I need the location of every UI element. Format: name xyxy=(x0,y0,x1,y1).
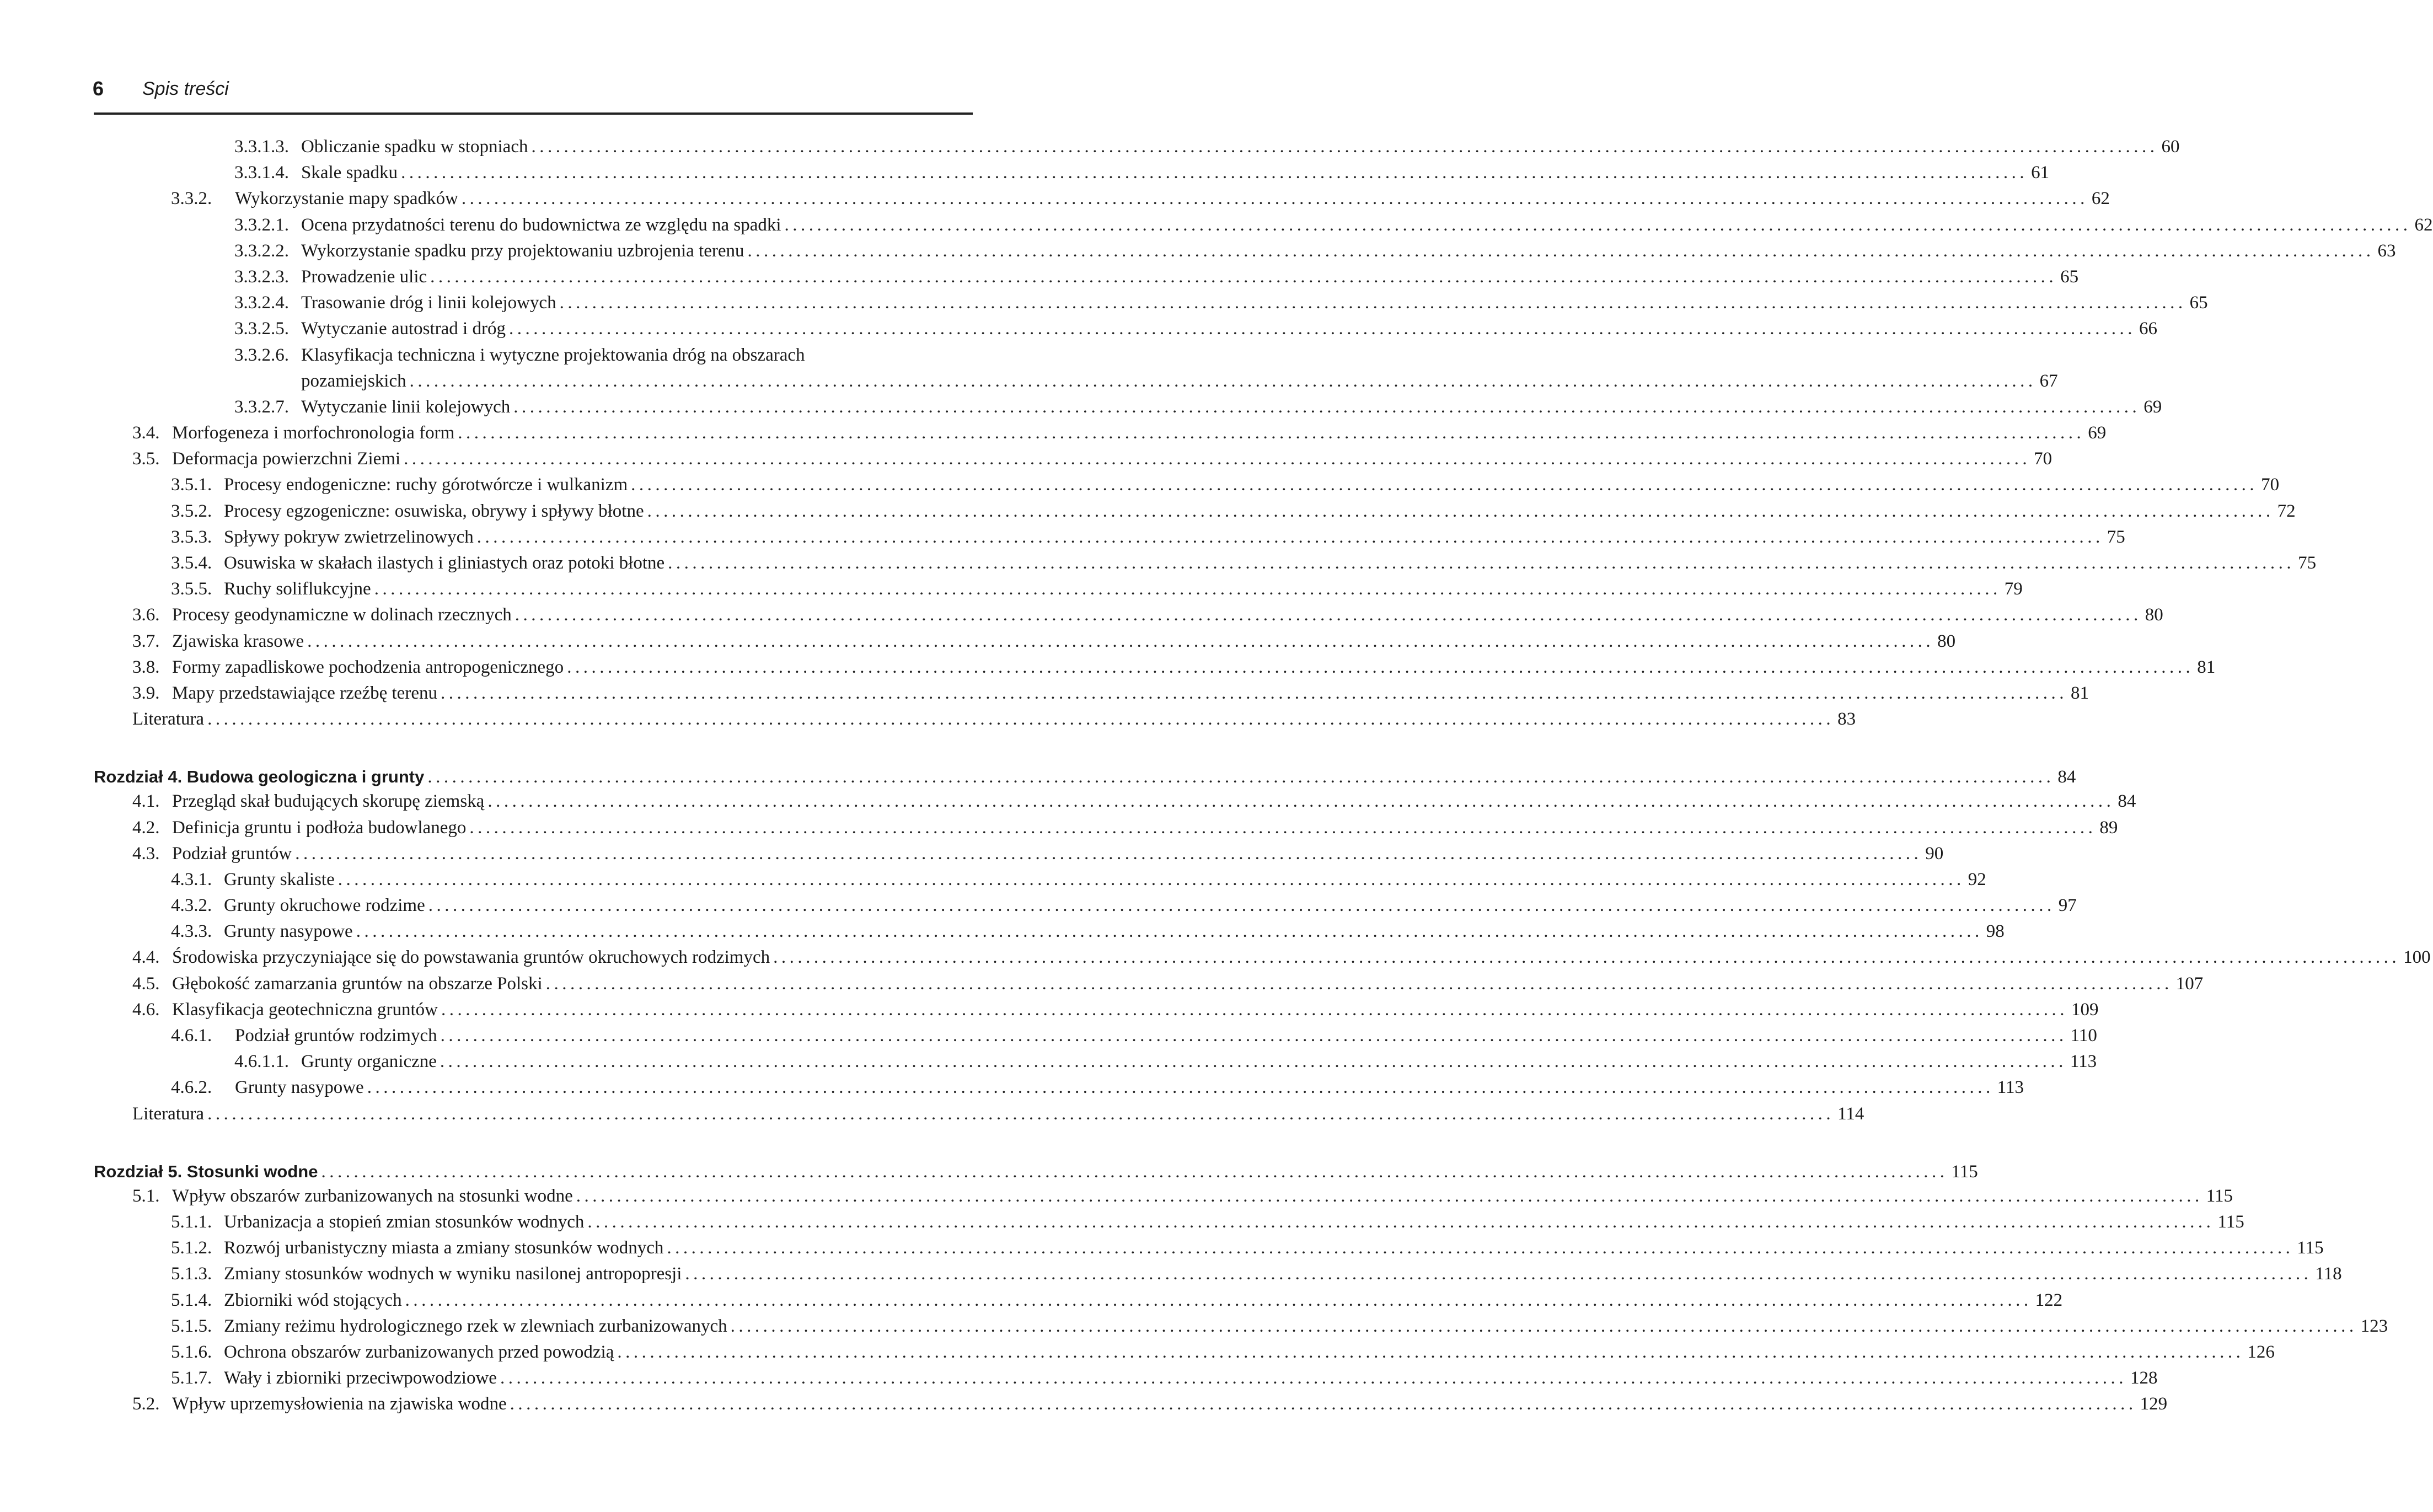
entry-number: 5.1.2. xyxy=(171,1238,212,1258)
entry-number: 4.6.1. xyxy=(171,1026,212,1045)
entry-title: Wykorzystanie mapy spadków xyxy=(235,189,458,209)
page-ref: 75 xyxy=(2298,553,2317,573)
page-ref: 75 xyxy=(2107,527,2125,547)
entry-number: 3.3.2.5. xyxy=(234,319,289,339)
chapter-heading xyxy=(0,1157,1978,1186)
toc-entry xyxy=(0,947,2431,973)
dot-leader: ........................................................................................................................................................................................................ xyxy=(531,137,2158,157)
toc-entry xyxy=(0,1238,2324,1264)
dot-leader: ........................................................................................................................................................................................................ xyxy=(307,631,1934,651)
entry-number: 3.3.2.1. xyxy=(234,215,289,235)
page-ref: 115 xyxy=(2297,1238,2324,1258)
toc-entry xyxy=(0,657,2216,683)
page-ref: 63 xyxy=(2377,240,2396,261)
dot-leader: ........................................................................................................................................................................................................ xyxy=(469,817,2097,838)
page-ref: 70 xyxy=(2261,475,2280,495)
page-ref: 62 xyxy=(2091,189,2110,209)
page-ref: 70 xyxy=(2034,449,2052,469)
dot-leader: ........................................................................................................................................................................................................ xyxy=(295,843,1922,864)
entry-number: 4.2. xyxy=(132,817,160,838)
page-ref: 65 xyxy=(2060,266,2079,287)
entry-number: 3.3.2.3. xyxy=(234,266,289,287)
dot-leader: ........................................................................................................................................................................................................ xyxy=(207,1103,1835,1124)
entry-number: 3.5.1. xyxy=(171,475,212,495)
entry-number: 4.3.2. xyxy=(171,896,212,916)
entry-title: Obliczanie spadku w stopniach xyxy=(301,137,528,157)
toc-entry xyxy=(0,999,2099,1026)
entry-number: 3.3.2. xyxy=(171,189,212,209)
entry-title: Zmiany reżimu hydrologicznego rzek w zlewniach zurbanizowanych xyxy=(224,1316,727,1336)
entry-title: Wytyczanie autostrad i dróg xyxy=(301,319,506,339)
page-ref: 114 xyxy=(1837,1103,1864,1124)
toc-entry xyxy=(0,345,1013,371)
page-ref: 65 xyxy=(2189,293,2208,313)
toc-entry xyxy=(0,1103,1864,1130)
toc-entry xyxy=(0,137,2180,163)
page-ref: 79 xyxy=(2004,579,2023,599)
dot-leader: ........................................................................................................................................................................................................ xyxy=(440,1052,2067,1072)
entry-number: 5.1.7. xyxy=(171,1368,212,1388)
dot-leader: ........................................................................................................................................................................................................ xyxy=(367,1077,1994,1098)
entry-title: Zbiorniki wód stojących xyxy=(224,1290,402,1310)
toc-entry xyxy=(0,579,2023,605)
page-ref: 122 xyxy=(2035,1290,2063,1310)
page-ref: 83 xyxy=(1837,709,1856,730)
dot-leader: ........................................................................................................................................................................................................ xyxy=(668,553,2295,573)
page-ref: 80 xyxy=(1937,631,1956,651)
page-ref: 128 xyxy=(2130,1368,2158,1388)
dot-leader: ........................................................................................................................................................................................................ xyxy=(476,527,2104,547)
dot-leader: ........................................................................................................................................................................................................ xyxy=(440,683,2067,703)
entry-title: Osuwiska w skałach ilastych i gliniastych oraz potoki błotne xyxy=(224,553,665,573)
entry-title: Definicja gruntu i podłoża budowlanego xyxy=(172,817,467,838)
dot-leader: ........................................................................................................................................................................................................ xyxy=(667,1238,2294,1258)
dot-leader: ........................................................................................................................................................................................................ xyxy=(374,579,2001,599)
toc-entry xyxy=(0,1186,2233,1212)
entry-number: 3.3.2.6. xyxy=(234,345,289,365)
page-ref: 60 xyxy=(2161,137,2180,157)
toc-entry xyxy=(0,423,2107,449)
entry-title: Trasowanie dróg i linii kolejowych xyxy=(301,293,556,313)
toc-entry xyxy=(0,1342,2275,1368)
toc-entry xyxy=(0,475,2280,501)
entry-number: 3.7. xyxy=(132,631,160,651)
page-ref: 67 xyxy=(2039,371,2058,391)
page-ref: 118 xyxy=(2315,1264,2342,1284)
table-of-contents xyxy=(0,137,2433,1420)
entry-title: Wały i zbiorniki przeciwpowodziowe xyxy=(224,1368,497,1388)
entry-number: 4.3.1. xyxy=(171,869,212,889)
entry-number: 3.3.1.3. xyxy=(234,137,289,157)
page-ref: 110 xyxy=(2070,1026,2097,1045)
page-ref: 81 xyxy=(2197,657,2216,677)
entry-title: Spływy pokryw zwietrzelinowych xyxy=(224,527,474,547)
entry-number: 3.5.5. xyxy=(171,579,212,599)
toc-entry xyxy=(0,921,2005,947)
dot-leader: ........................................................................................................................................................................................................ xyxy=(207,709,1835,730)
page-ref: 81 xyxy=(2070,683,2089,703)
entry-title: Deformacja powierzchni Ziemi xyxy=(172,449,401,469)
entry-title: Grunty organiczne xyxy=(301,1052,437,1072)
entry-number: 4.3. xyxy=(132,843,160,864)
toc-entry xyxy=(0,973,2204,1000)
entry-number: 3.3.2.4. xyxy=(234,293,289,313)
toc-entry xyxy=(0,1026,2097,1052)
entry-title: Literatura xyxy=(132,709,205,730)
entry-number: 5.1.4. xyxy=(171,1290,212,1310)
entry-number: 4.1. xyxy=(132,791,160,812)
dot-leader: ........................................................................................................................................................................................................ xyxy=(409,371,2037,391)
entry-title: Wytyczanie linii kolejowych xyxy=(301,396,511,417)
dot-leader: ........................................................................................................................................................................................................ xyxy=(430,266,2057,287)
page-ref: 62 xyxy=(2414,215,2433,235)
page-ref: 69 xyxy=(2143,396,2162,417)
entry-title: Podział gruntów rodzimych xyxy=(235,1026,437,1045)
entry-title: Procesy geodynamiczne w dolinach rzecznych xyxy=(172,605,512,625)
entry-title: Rozdział 5. Stosunki wodne xyxy=(94,1161,318,1181)
toc-entry xyxy=(0,371,2058,397)
page-ref: 89 xyxy=(2099,817,2118,838)
entry-number: 3.4. xyxy=(132,423,160,443)
page-ref: 126 xyxy=(2247,1342,2275,1362)
dot-leader: ........................................................................................................................................................................................................ xyxy=(685,1264,2312,1284)
toc-entry xyxy=(0,1368,2158,1394)
entry-title: Ocena przydatności terenu do budownictwa ze względu na spadki xyxy=(301,215,781,235)
entry-title: Wpływ obszarów zurbanizowanych na stosunki wodne xyxy=(172,1186,573,1206)
dot-leader: ........................................................................................................................................................................................................ xyxy=(730,1316,2357,1336)
toc-entry xyxy=(0,1264,2342,1290)
dot-leader: ........................................................................................................................................................................................................ xyxy=(405,1290,2032,1310)
dot-leader: ........................................................................................................................................................................................................ xyxy=(567,657,2194,677)
entry-title: Grunty nasypowe xyxy=(224,921,353,942)
dot-leader: ........................................................................................................................................................................................................ xyxy=(576,1186,2203,1206)
entry-title: Skale spadku xyxy=(301,163,398,183)
toc-entry xyxy=(0,215,2433,241)
entry-title: Grunty okruchowe rodzime xyxy=(224,896,425,916)
toc-entry xyxy=(0,631,1956,657)
entry-number: 4.6.1.1. xyxy=(234,1052,289,1072)
dot-leader: ........................................................................................................................................................................................................ xyxy=(510,1394,2137,1414)
chapter-heading xyxy=(0,763,2076,791)
dot-leader: ........................................................................................................................................................................................................ xyxy=(747,240,2375,261)
page-ref: 113 xyxy=(2070,1052,2097,1072)
page-ref: 92 xyxy=(1968,869,1986,889)
toc-entry xyxy=(0,449,2052,475)
dot-leader: ........................................................................................................................................................................................................ xyxy=(427,767,2055,787)
toc-entry xyxy=(0,683,2089,709)
page-ref: 69 xyxy=(2088,423,2107,443)
page-ref: 115 xyxy=(2206,1186,2233,1206)
toc-entry xyxy=(0,527,2125,553)
page-ref: 90 xyxy=(1925,843,1944,864)
page-ref: 123 xyxy=(2360,1316,2388,1336)
entry-number: 5.1.3. xyxy=(171,1264,212,1284)
entry-title: pozamiejskich xyxy=(301,371,406,391)
entry-number: 3.5.2. xyxy=(171,501,212,521)
toc-entry xyxy=(0,843,1944,870)
entry-title: Mapy przedstawiające rzeźbę terenu xyxy=(172,683,437,703)
dot-leader: ........................................................................................................................................................................................................ xyxy=(401,163,2028,183)
dot-leader: ........................................................................................................................................................................................................ xyxy=(356,921,1983,942)
page-ref: 113 xyxy=(1997,1077,2024,1098)
toc-entry xyxy=(0,1077,2024,1103)
toc-entry xyxy=(0,817,2118,844)
page-ref: 72 xyxy=(2277,501,2296,521)
dot-leader: ........................................................................................................................................................................................................ xyxy=(337,869,1965,889)
entry-number: 3.5. xyxy=(132,449,160,469)
toc-entry xyxy=(0,293,2208,319)
page-ref: 84 xyxy=(2057,767,2076,787)
toc-entry xyxy=(0,1211,2244,1238)
entry-title: Zjawiska krasowe xyxy=(172,631,304,651)
entry-number: 4.6.2. xyxy=(171,1077,212,1098)
entry-title: Rozwój urbanistyczny miasta a zmiany stosunków wodnych xyxy=(224,1238,664,1258)
dot-leader: ........................................................................................................................................................................................................ xyxy=(458,423,2085,443)
dot-leader: ........................................................................................................................................................................................................ xyxy=(500,1368,2127,1388)
entry-title: Wpływ uprzemysłowienia na zjawiska wodne xyxy=(172,1394,507,1414)
page-ref: 97 xyxy=(2058,896,2077,916)
page-ref: 98 xyxy=(1986,921,2005,942)
entry-number: 3.5.4. xyxy=(171,553,212,573)
dot-leader: ........................................................................................................................................................................................................ xyxy=(773,947,2400,968)
dot-leader: ........................................................................................................................................................................................................ xyxy=(508,319,2136,339)
page-ref: 115 xyxy=(2217,1211,2244,1232)
dot-leader: ........................................................................................................................................................................................................ xyxy=(441,999,2068,1020)
entry-title: Grunty skaliste xyxy=(224,869,335,889)
toc-entry xyxy=(0,396,2162,423)
dot-leader: ........................................................................................................................................................................................................ xyxy=(440,1026,2067,1045)
toc-entry xyxy=(0,709,1856,735)
entry-number: 5.1.5. xyxy=(171,1316,212,1336)
entry-title: Prowadzenie ulic xyxy=(301,266,427,287)
dot-leader: ........................................................................................................................................................................................................ xyxy=(515,605,2142,625)
entry-number: 3.3.1.4. xyxy=(234,163,289,183)
dot-leader: ........................................................................................................................................................................................................ xyxy=(647,501,2274,521)
toc-entry xyxy=(0,501,2296,527)
page-ref: 84 xyxy=(2118,791,2136,812)
entry-number: 5.1.6. xyxy=(171,1342,212,1362)
entry-number: 3.3.2.7. xyxy=(234,396,289,417)
dot-leader: ........................................................................................................................................................................................................ xyxy=(321,1161,1948,1182)
entry-title: Procesy endogeniczne: ruchy górotwórcze i wulkanizm xyxy=(224,475,628,495)
entry-title: Morfogeneza i morfochronologia form xyxy=(172,423,455,443)
toc-entry xyxy=(0,605,2163,631)
dot-leader: ........................................................................................................................................................................................................ xyxy=(631,475,2258,495)
entry-title: Ruchy soliflukcyjne xyxy=(224,579,371,599)
entry-number: 3.3.2.2. xyxy=(234,240,289,261)
entry-number: 3.8. xyxy=(132,657,160,677)
toc-entry xyxy=(0,553,2317,579)
toc-entry xyxy=(0,791,2136,817)
entry-title: Środowiska przyczyniające się do powstawania gruntów okruchowych rodzimych xyxy=(172,947,770,968)
entry-number: 4.5. xyxy=(132,973,160,994)
entry-number: 4.4. xyxy=(132,947,160,968)
dot-leader: ........................................................................................................................................................................................................ xyxy=(617,1342,2244,1362)
entry-title: Grunty nasypowe xyxy=(235,1077,364,1098)
toc-entry xyxy=(0,896,2077,921)
entry-number: 5.2. xyxy=(132,1394,160,1414)
page-number: 6 xyxy=(93,77,104,100)
dot-leader: ........................................................................................................................................................................................................ xyxy=(784,215,2411,235)
toc-entry xyxy=(0,869,1986,896)
dot-leader: ........................................................................................................................................................................................................ xyxy=(513,396,2141,417)
page-ref: 107 xyxy=(2175,973,2204,994)
entry-title: Podział gruntów xyxy=(172,843,292,864)
running-header-title: Spis treści xyxy=(142,78,229,99)
entry-title: Głębokość zamarzania gruntów na obszarze Polski xyxy=(172,973,543,994)
entry-number: 3.5.3. xyxy=(171,527,212,547)
page-ref: 61 xyxy=(2031,163,2050,183)
entry-title: Klasyfikacja geotechniczna gruntów xyxy=(172,999,438,1020)
dot-leader: ........................................................................................................................................................................................................ xyxy=(545,973,2173,994)
entry-title: Urbanizacja a stopień zmian stosunków wodnych xyxy=(224,1211,585,1232)
entry-title: Wykorzystanie spadku przy projektowaniu uzbrojenia terenu xyxy=(301,240,744,261)
dot-leader: ........................................................................................................................................................................................................ xyxy=(587,1211,2215,1232)
entry-number: 5.1. xyxy=(132,1186,160,1206)
entry-title: Procesy egzogeniczne: osuwiska, obrywy i spływy błotne xyxy=(224,501,644,521)
dot-leader: ........................................................................................................................................................................................................ xyxy=(487,791,2115,812)
page-ref: 109 xyxy=(2071,999,2099,1020)
page-ref: 66 xyxy=(2139,319,2157,339)
page-ref: 80 xyxy=(2145,605,2163,625)
entry-title: Literatura xyxy=(132,1103,205,1124)
dot-leader: ........................................................................................................................................................................................................ xyxy=(461,189,2088,209)
header-rule xyxy=(94,112,973,115)
toc-entry xyxy=(0,240,2396,267)
entry-title: Klasyfikacja techniczna i wytyczne projektowania dróg na obszarach xyxy=(301,345,805,365)
toc-entry xyxy=(0,163,2050,189)
toc-entry xyxy=(0,266,2079,293)
dot-leader: ........................................................................................................................................................................................................ xyxy=(559,293,2187,313)
entry-number: 5.1.1. xyxy=(171,1211,212,1232)
dot-leader: ........................................................................................................................................................................................................ xyxy=(404,449,2031,469)
entry-title: Przegląd skał budujących skorupę ziemską xyxy=(172,791,485,812)
toc-entry xyxy=(0,319,2157,345)
toc-entry xyxy=(0,1052,2097,1077)
entry-title: Formy zapadliskowe pochodzenia antropogenicznego xyxy=(172,657,564,677)
page-ref: 100 xyxy=(2403,947,2431,968)
toc-entry xyxy=(0,1290,2063,1316)
toc-entry xyxy=(0,1316,2388,1342)
entry-number: 4.6. xyxy=(132,999,160,1020)
entry-number: 3.9. xyxy=(132,683,160,703)
entry-number: 4.3.3. xyxy=(171,921,212,942)
entry-number: 3.6. xyxy=(132,605,160,625)
entry-title: Zmiany stosunków wodnych w wyniku nasilonej antropopresji xyxy=(224,1264,682,1284)
toc-entry xyxy=(0,189,2110,215)
toc-entry xyxy=(0,1394,2168,1420)
page-ref: 129 xyxy=(2140,1394,2168,1414)
entry-title: Ochrona obszarów zurbanizowanych przed powodzią xyxy=(224,1342,614,1362)
entry-title: Rozdział 4. Budowa geologiczna i grunty xyxy=(94,767,425,787)
page-ref: 115 xyxy=(1951,1161,1978,1182)
dot-leader: ........................................................................................................................................................................................................ xyxy=(428,896,2055,916)
